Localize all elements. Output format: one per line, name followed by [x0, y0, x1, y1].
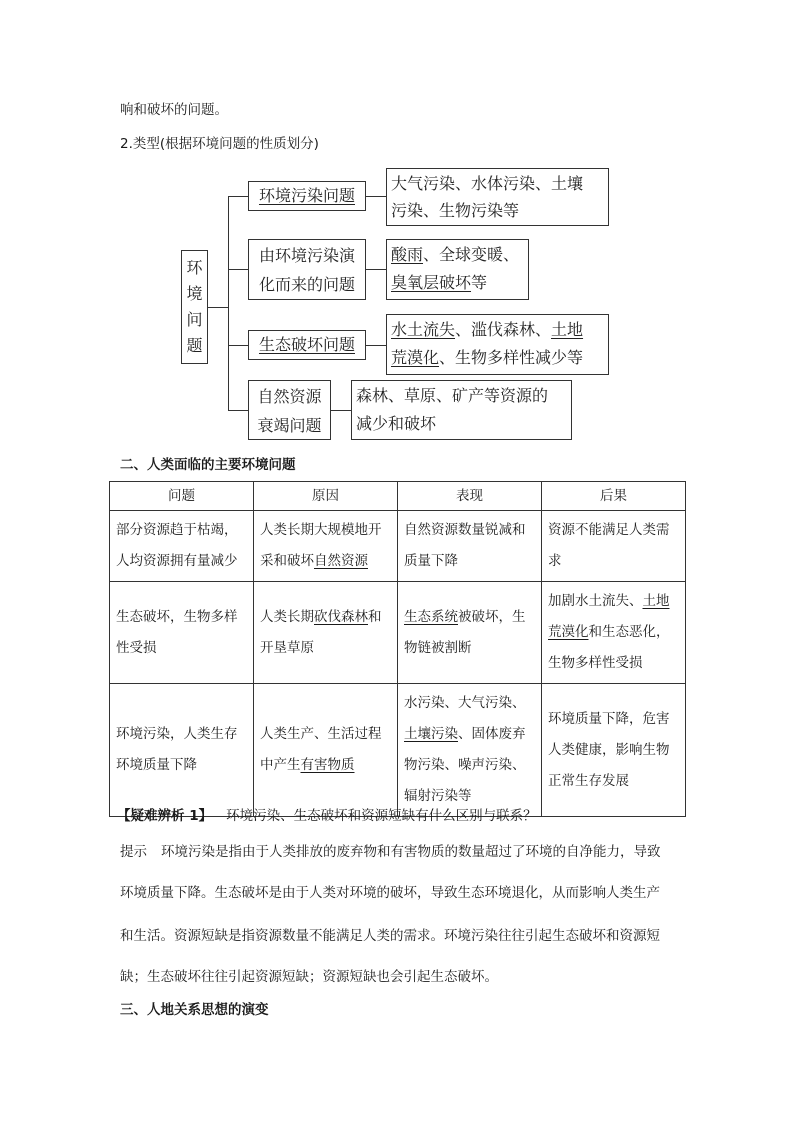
diagram-detail-segment: 、全球变暖、: [423, 245, 520, 264]
diagram-detail-segment: 酸雨: [391, 245, 424, 264]
cell-segment: 部分资源趋于枯竭，: [116, 522, 238, 538]
table-cell: [254, 582, 398, 684]
diagram-detail-segment: 大气污染、水体污染、土壤: [391, 174, 584, 193]
cell-segment: 人类生产、生活过程: [260, 726, 382, 742]
diagram-category-line: 生态破坏问题: [258, 335, 355, 354]
connector-line: [228, 196, 248, 197]
cell-segment: 辐射污染等: [404, 788, 472, 804]
diagram-detail-line: [391, 316, 604, 344]
cell-line: [548, 735, 679, 766]
cell-line: [260, 515, 391, 546]
analysis-label: 【疑难辨析 1】: [117, 808, 213, 824]
cell-segment: 自然资源: [314, 553, 368, 569]
cell-line: [260, 546, 391, 577]
diagram-detail-segment: 减少和破坏: [356, 414, 437, 433]
cell-segment: 土壤污染: [404, 726, 458, 742]
diagram-category-line: 化而来的问题: [258, 275, 355, 294]
table-header-row: [110, 482, 686, 511]
hint-label: 提示: [120, 844, 147, 860]
analysis-text-line: 和生活。资源短缺是指资源数量不能满足人类的需求。环境污染往往引起生态破坏和资源短: [120, 928, 660, 944]
diagram-detail-line: [356, 382, 567, 410]
analysis-text-line: 环境质量下降。生态破坏是由于人类对环境的破坏，导致生态环境退化，从而影响人类生产: [120, 885, 660, 901]
cell-line: [548, 617, 679, 648]
diagram-category-line: 自然资源: [257, 387, 322, 406]
cell-segment: 和: [368, 608, 382, 625]
diagram-detail-segment: 臭氧层破坏: [391, 273, 472, 292]
table-cell: [110, 511, 254, 582]
connector-line: [208, 307, 228, 308]
cell-line: [548, 766, 679, 797]
cell-line: [404, 633, 535, 664]
table-cell: [398, 684, 542, 817]
diagram-category-box: [248, 380, 331, 440]
table-cell: [254, 511, 398, 582]
diagram-detail-box: [351, 380, 572, 440]
cell-line: [260, 750, 391, 781]
diagram-detail-segment: 荒漠化: [391, 348, 440, 367]
cell-line: [116, 719, 247, 750]
cell-line: [116, 602, 247, 633]
connector-line: [228, 269, 248, 270]
cell-segment: 加剧水土流失、: [548, 593, 643, 609]
cell-segment: 正常生存发展: [548, 772, 629, 789]
analysis-hint-line: [120, 840, 661, 860]
table-cell: [542, 684, 686, 817]
table-cell: [110, 684, 254, 817]
diagram-detail-line: [391, 170, 604, 197]
diagram-category-line: 由环境污染演: [258, 246, 355, 265]
cell-segment: 生物多样性受损: [548, 655, 643, 671]
diagram-detail-line: [391, 269, 524, 297]
cell-segment: 物链被割断: [404, 639, 472, 656]
cell-line: [548, 586, 679, 617]
diagram-category-box: [248, 239, 366, 300]
diagram-root-char: 境: [186, 284, 203, 303]
cell-line: [548, 515, 679, 546]
cell-line: [404, 719, 535, 750]
connector-line: [228, 196, 229, 410]
cell-segment: 生态破坏，生物多样: [116, 608, 238, 625]
table-header-cell: 原因: [254, 482, 398, 511]
diagram-detail-segment: 、滥伐森林、: [455, 320, 552, 339]
table-header-cell: 问题: [110, 482, 254, 511]
cell-segment: 水污染、大气污染、: [404, 695, 526, 711]
environment-problems-table: [109, 481, 686, 817]
cell-segment: 物污染、噪声污染、: [404, 757, 526, 773]
diagram-detail-segment: 水土流失: [391, 320, 456, 339]
cell-segment: 有害物质: [300, 757, 355, 773]
table-cell: [110, 582, 254, 684]
cell-line: [404, 515, 535, 546]
section-three-heading: 三、人地关系思想的演变: [120, 1002, 269, 1018]
table-row: [110, 684, 686, 817]
connector-line: [366, 269, 386, 270]
analysis-question: 环境污染、生态破坏和资源短缺有什么区别与联系？: [226, 808, 537, 824]
cell-line: [116, 633, 247, 664]
cell-segment: 环境污染，人类生存: [116, 726, 238, 742]
analysis-text-line: 缺；生态破坏往往引起资源短缺；资源短缺也会引起生态破坏。: [120, 969, 498, 985]
cell-segment: 人类长期大规模地开: [260, 522, 382, 538]
cell-line: [404, 546, 535, 577]
cell-line: [404, 750, 535, 781]
diagram-detail-line: [356, 410, 567, 438]
table-cell: [254, 684, 398, 817]
diagram-detail-segment: 森林、草原、矿产等资源的: [356, 386, 549, 405]
analysis-question-line: [117, 804, 537, 824]
diagram-root-box: [181, 250, 208, 364]
type-diagram: [0, 0, 794, 450]
cell-segment: 自然资源数量锐减和: [404, 522, 526, 538]
section-two-heading: 二、人类面临的主要环境问题: [120, 457, 296, 473]
table-cell: [542, 582, 686, 684]
table-header-cell: 后果: [542, 482, 686, 511]
connector-line: [228, 345, 248, 346]
section-2-title: 2.类型(根据环境问题的性质划分): [120, 136, 319, 152]
analysis-text-line: 环境污染是指由于人类排放的废弃物和有害物质的数量超过了环境的自净能力，导致: [161, 844, 661, 860]
connector-line: [331, 410, 351, 411]
diagram-detail-box: [386, 239, 529, 300]
diagram-detail-segment: 、生物多样性减少等: [439, 348, 584, 367]
diagram-category-line: 环境污染问题: [258, 186, 355, 205]
diagram-root-char: 问: [186, 310, 203, 329]
cell-line: [404, 688, 535, 719]
cell-segment: 资源不能满足人类需: [548, 522, 670, 538]
table-cell: [542, 511, 686, 582]
table-cell: [398, 511, 542, 582]
diagram-category-box: [248, 330, 366, 360]
cell-segment: 人类健康，影响生物: [548, 741, 670, 758]
cell-segment: 被破坏，生: [458, 608, 526, 625]
cell-segment: 环境质量下降: [116, 757, 197, 773]
diagram-detail-segment: 污染、生物污染等: [391, 201, 520, 220]
table-cell: [398, 582, 542, 684]
diagram-category-line: 衰竭问题: [257, 416, 322, 435]
cell-segment: 开垦草原: [260, 639, 314, 656]
cell-segment: 生态系统: [404, 608, 458, 625]
cell-segment: 中产生: [260, 757, 301, 773]
cell-segment: 和生态恶化，: [588, 624, 670, 640]
cell-line: [260, 719, 391, 750]
cell-segment: 性受损: [116, 639, 157, 656]
cell-segment: 环境质量下降，危害: [548, 710, 670, 727]
cell-line: [260, 602, 391, 633]
diagram-root-char: 题: [186, 336, 203, 355]
table-header-cell: 表现: [398, 482, 542, 511]
cell-segment: 砍伐森林: [314, 608, 368, 625]
cell-segment: 人均资源拥有量减少: [116, 553, 238, 569]
connector-line: [366, 345, 386, 346]
table-row: [110, 511, 686, 582]
cell-segment: 、固体废弃: [458, 726, 526, 742]
cell-line: [404, 602, 535, 633]
diagram-detail-line: [391, 241, 524, 269]
diagram-detail-segment: 等: [471, 273, 488, 292]
connector-line: [228, 410, 248, 411]
diagram-detail-box: [386, 314, 609, 375]
cell-segment: 荒漠化: [548, 624, 589, 640]
diagram-detail-box: [386, 168, 609, 226]
cell-segment: 土地: [642, 593, 670, 609]
cell-line: [116, 515, 247, 546]
diagram-category-box: [248, 181, 366, 211]
cell-segment: 人类长期: [260, 608, 314, 625]
intro-text: 响和破坏的问题。: [120, 102, 228, 118]
cell-segment: 采和破坏: [260, 553, 314, 569]
table-row: [110, 582, 686, 684]
connector-line: [366, 196, 386, 197]
diagram-detail-line: [391, 344, 604, 372]
cell-line: [116, 546, 247, 577]
cell-line: [548, 546, 679, 577]
diagram-detail-segment: 土地: [551, 320, 584, 339]
cell-segment: 质量下降: [404, 553, 458, 569]
cell-line: [548, 704, 679, 735]
cell-line: [548, 648, 679, 679]
cell-segment: 求: [548, 553, 562, 569]
cell-line: [116, 750, 247, 781]
diagram-root-char: 环: [186, 258, 203, 277]
cell-line: [260, 633, 391, 664]
diagram-detail-line: [391, 197, 604, 224]
